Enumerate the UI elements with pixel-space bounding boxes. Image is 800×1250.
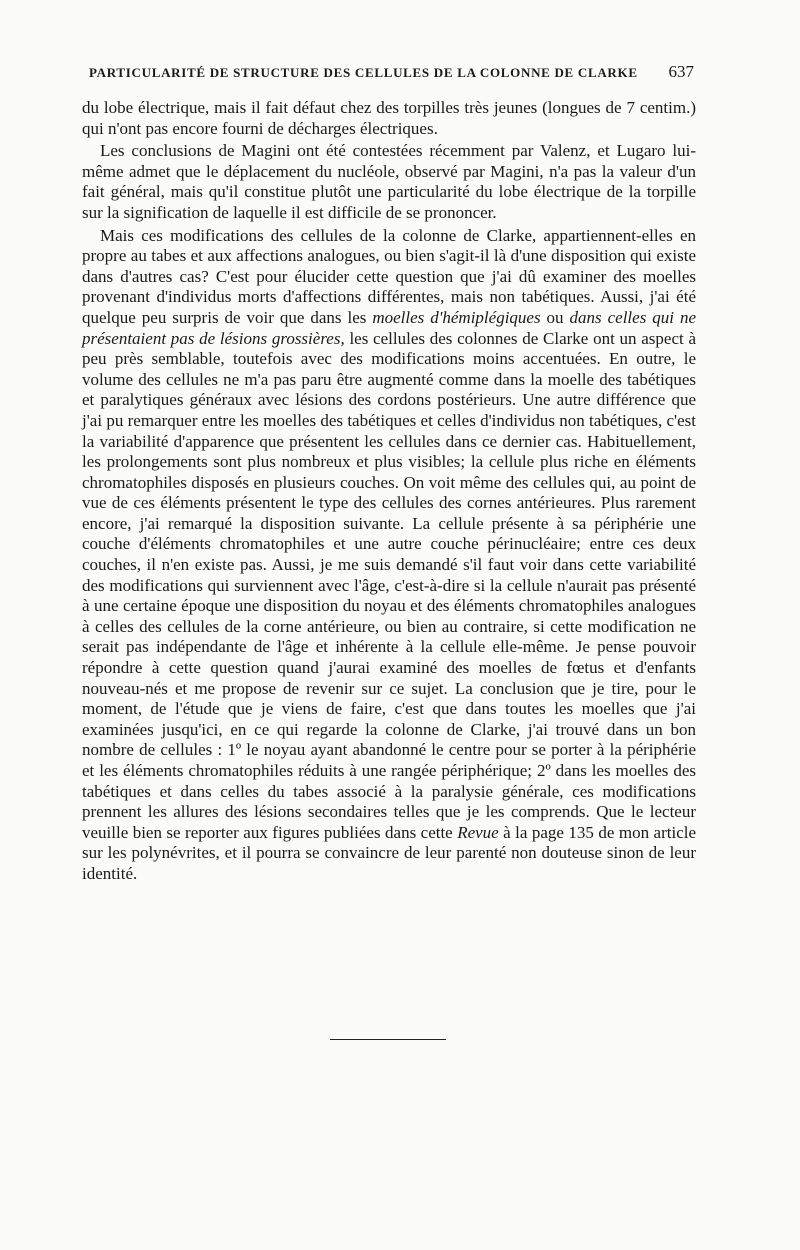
page-header (89, 62, 694, 82)
paragraph-3 (82, 226, 696, 885)
paragraph-2: Les conclusions de Magini ont été contestées récemment par Valenz, et Lugaro lui-même admet que le déplacement du nucléole, observé par Magini, n'a pas la valeur d'un fait général, mais qu'il constitue plutôt une particularité du lobe électrique de la torpille sur la signification de laquelle il est difficile de se prononcer. (82, 141, 696, 222)
paragraph-3-text-d: à la page 135 de mon article sur les polynévrites, et il pourra se convaincre de leur parenté non douteuse sinon de leur identité. (82, 822, 697, 883)
paragraph-3-italic-2: dans celles qui ne présentaient pas de lésions grossières, (82, 307, 696, 348)
page-number: 637 (668, 62, 694, 81)
paragraph-1: du lobe électrique, mais il fait défaut chez des torpilles très jeunes (longues de 7 centim.) qui n'ont pas encore fourni de décharges électriques. (82, 98, 696, 138)
paragraph-3-italic-1: moelles d'hémiplégiques (372, 307, 541, 327)
running-title: PARTICULARITÉ DE STRUCTURE DES CELLULES DE LA COLONNE DE CLARKE (89, 65, 638, 80)
paragraph-3-text-a: Mais ces modifications des cellules de la colonne de Clarke, appartiennent-elles en propre au tabes et aux affections analogues, ou bien s'agit-il là d'une disposition qui existe dans d'autres cas? C'est pour élucider cette question que j'ai dû examiner des moelles provenant d'individus morts d'affections différentes, mais non tabétiques. Aussi, j'ai été quelque peu surpris de voir que dans les (82, 225, 696, 327)
paragraph-3-text-b: ou (540, 307, 570, 327)
section-end-rule (330, 1039, 446, 1040)
paragraph-3-italic-revue: Revue (457, 822, 499, 842)
paragraph-3-text-c: les cellules des colonnes de Clarke ont un aspect à peu près semblable, toutefois avec des modifications moins accentuées. En outre, le volume des cellules ne m'a pas paru être augmenté comme dans la moelle des tabétiques et paralytiques généraux avec lésions des cordons postérieurs. Une autre différence que j'ai pu remarquer entre les moelles des tabétiques et celles d'individus non tabétiques, c'est la variabilité d'apparence que présentent les cellules dans ce dernier cas. Habituellement, les prolongements sont plus nombreux et plus visibles; la cellule plus riche en éléments chromatophiles disposés en plusieurs couches. On voit même des cellules qui, au point de vue de ces éléments présentent le type des cellules des cornes antérieures. Plus rarement encore, j'ai remarqué la disposition suivante. La cellule présente à sa périphérie une couche d'éléments chromatophiles et une autre couche périnucléaire; entre ces deux couches, il n'en existe pas. Aussi, je me suis demandé s'il faut voir dans cette variabilité des modifications qui surviennent avec l'âge, c'est-à-dire si la cellule n'aurait pas présenté à une certaine époque une disposition du noyau et des éléments chromatophiles analogues à celles des cellules de la corne antérieure, ou bien au contraire, si cette modification ne serait pas indépendante de l'âge et inhérente à la cellule elle-même. Je pense pouvoir répondre à cette question quand j'aurai examiné des moelles de fœtus et d'enfants nouveau-nés et me propose de revenir sur ce sujet. La conclusion que je tire, pour le moment, de l'étude que je viens de faire, c'est que dans toutes les moelles que j'ai examinées jusqu'ici, en ce qui regarde la colonne de Clarke, j'ai trouvé dans un bon nombre de cellules : 1º le noyau ayant abandonné le centre pour se porter à la périphérie et les éléments chromatophiles réduits à une rangée périphérique; 2º dans les moelles des tabétiques et dans celles du tabes associé à la paralysie générale, ces modifications prennent les allures des lésions secondaires telles que je les comprends. Que le lecteur veuille bien se reporter aux figures publiées dans cette (82, 328, 696, 842)
body-text (82, 98, 696, 885)
